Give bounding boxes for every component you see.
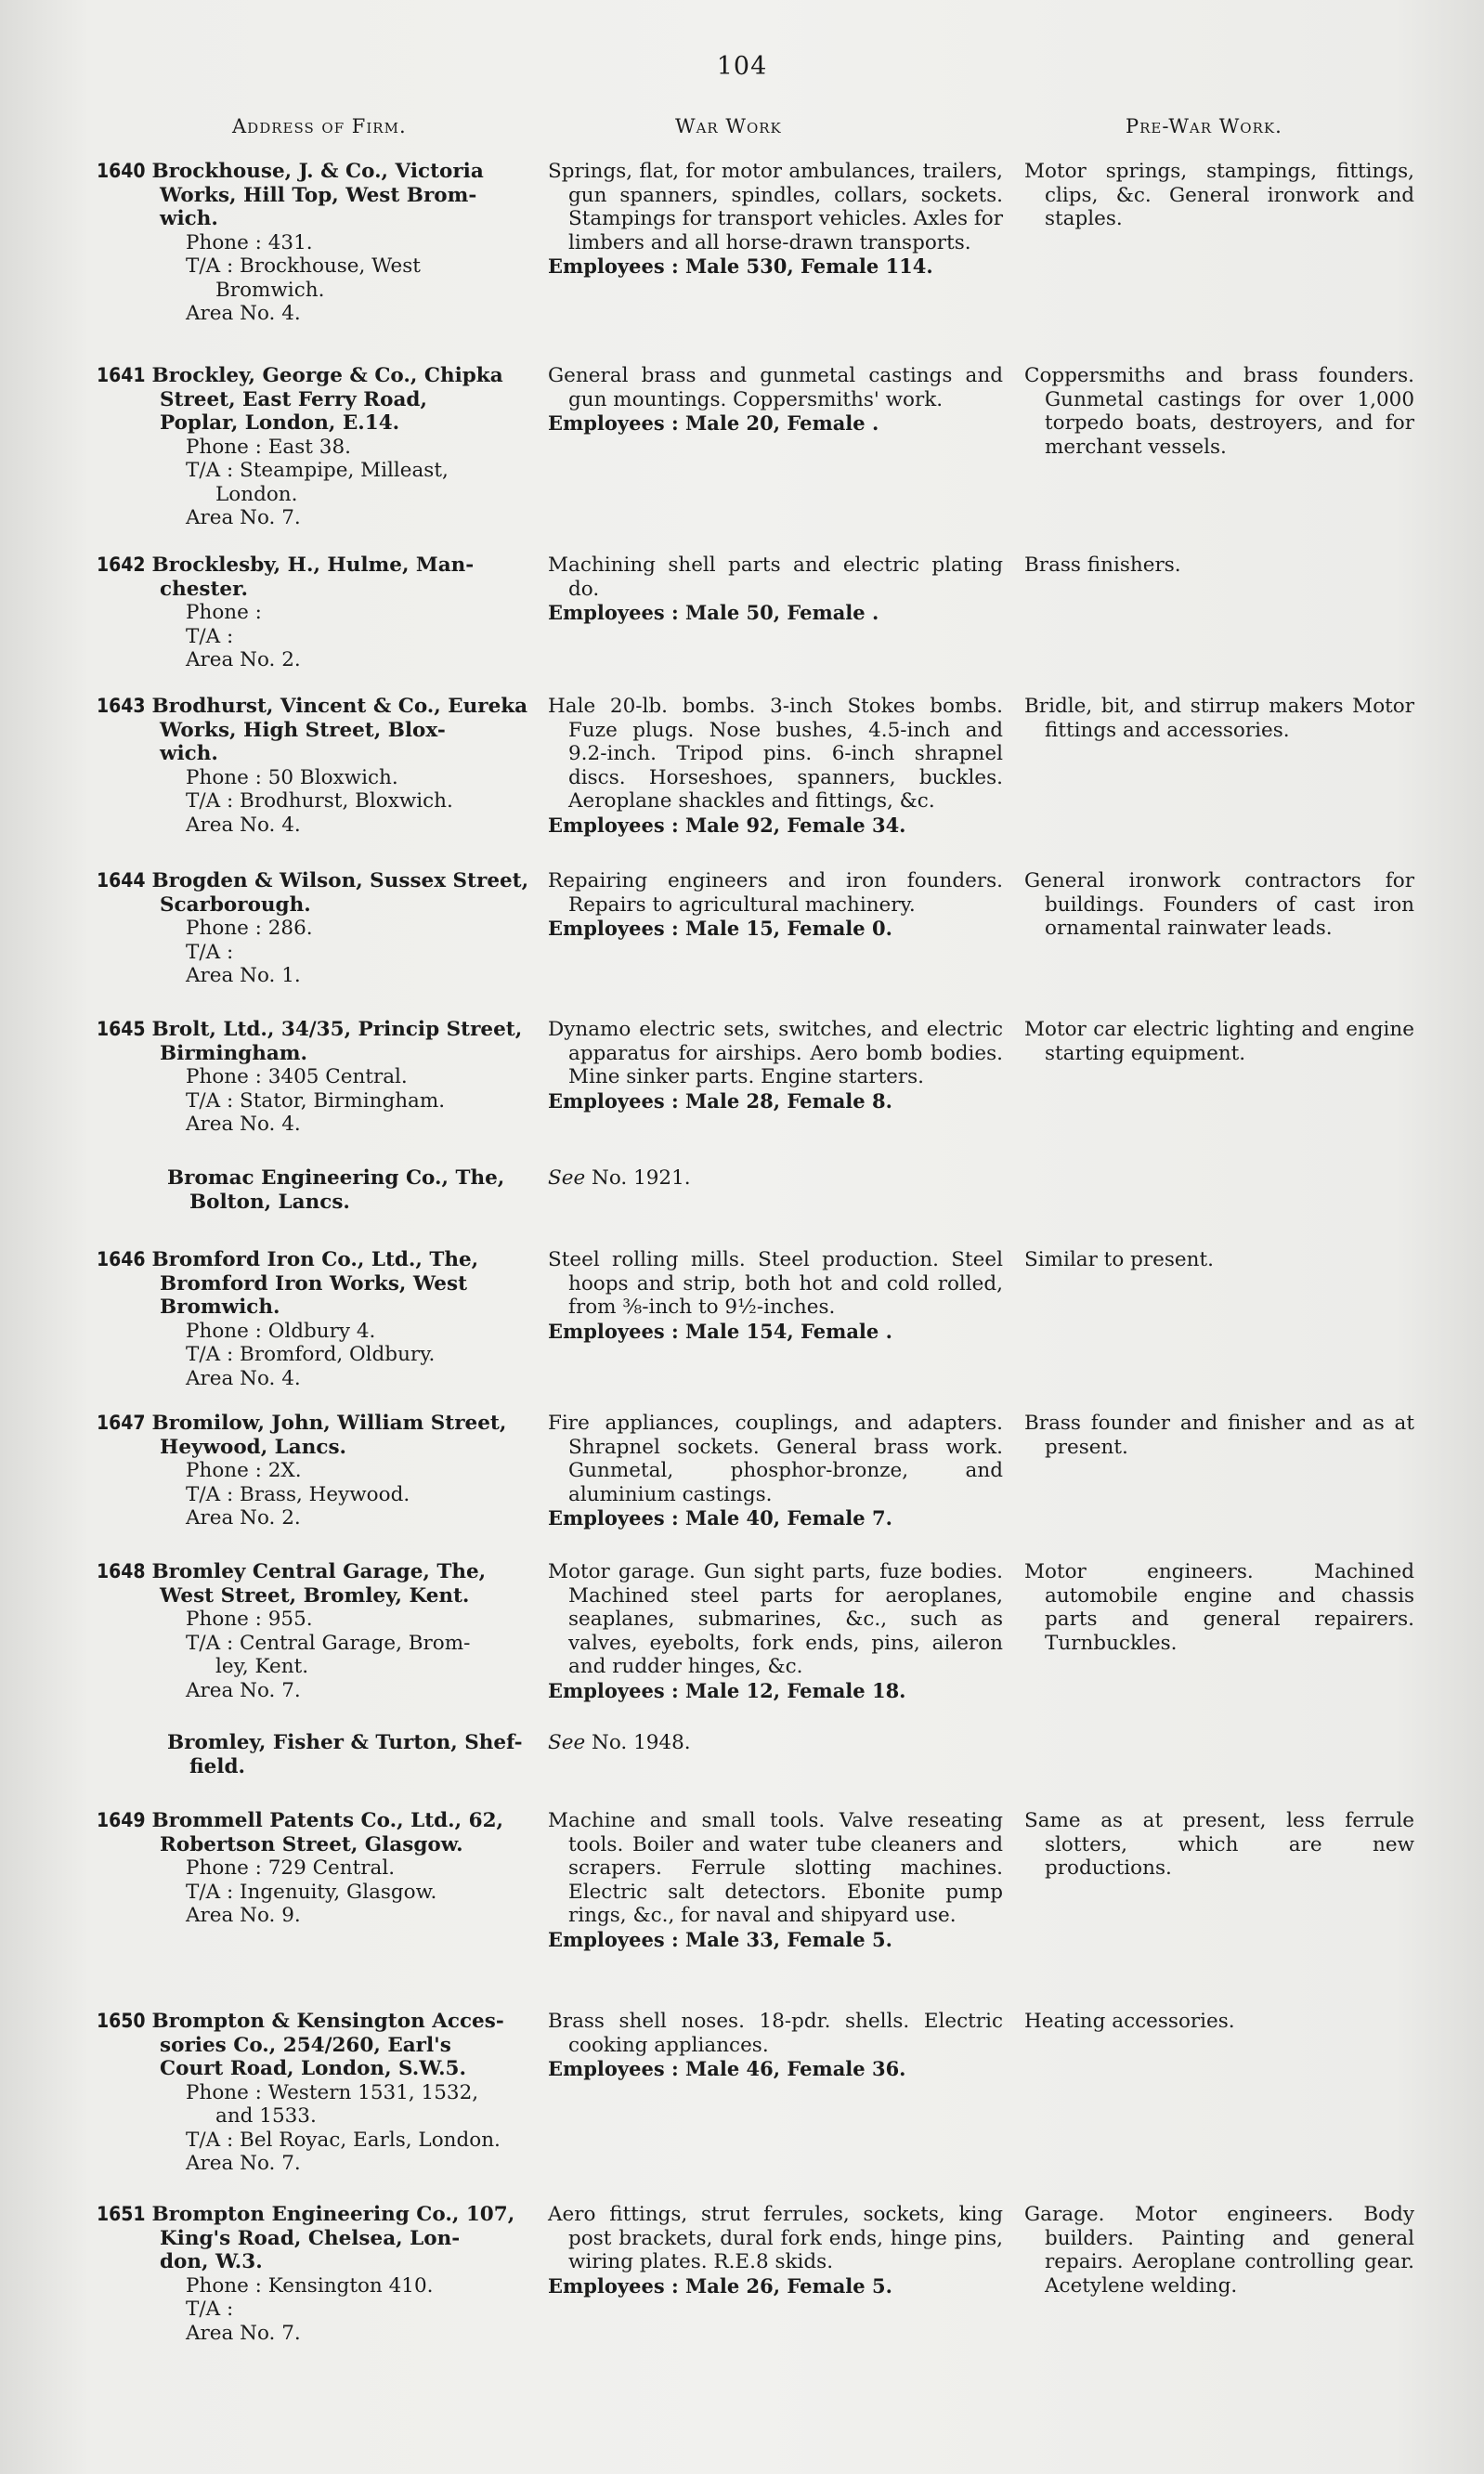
- firm-detail: T/A : Brass, Heywood.: [186, 1482, 410, 1506]
- firm-name-line: [97, 1809, 529, 1833]
- pre-war-work: [1024, 553, 1414, 578]
- firm-detail: T/A : Central Garage, Brom-: [186, 1631, 471, 1655]
- firm-detail: ley, Kent.: [215, 1655, 309, 1678]
- pre-war-work: [1024, 1248, 1414, 1272]
- firm-address: [97, 553, 529, 672]
- see-reference: [548, 1731, 1003, 1755]
- firm-address-line: [97, 2057, 529, 2081]
- pre-war-work: [1024, 1560, 1414, 1655]
- firm-address-line: [97, 184, 529, 208]
- see-label: See: [548, 1731, 586, 1754]
- firm-address: [97, 1018, 529, 1137]
- pre-war-work: [1024, 2010, 1414, 2034]
- firm-address-line: [97, 1755, 529, 1779]
- firm-text: Brompton & Kensington Acces-: [151, 2010, 504, 2033]
- pre-war-work: [1024, 695, 1414, 742]
- war-work: [548, 1018, 1003, 1113]
- firm-detail: T/A :: [186, 624, 234, 648]
- war-work-text: Springs, flat, for motor ambulances, trailers, gun spanners, spindles, collars, sockets. Stampings for transport vehicles. Axles for limbers and all horse-drawn transports.: [548, 160, 1004, 254]
- firm-text: Brocklesby, H., Hulme, Man-: [151, 553, 475, 577]
- employees: Employees : Male 12, Female 18.: [548, 1678, 906, 1702]
- firm-address: [97, 869, 529, 988]
- pre-war-text: Brass finishers.: [1024, 553, 1181, 577]
- firm-name-line: [97, 1248, 529, 1272]
- firm-text: Brogden & Wilson, Sussex Street,: [151, 869, 529, 892]
- firm-address-line: [97, 2250, 529, 2274]
- firm-address: [97, 1809, 529, 1928]
- firm-detail: Phone : 286.: [186, 917, 313, 940]
- firm-detail: Area No. 1.: [186, 964, 301, 987]
- firm-text: Brommell Patents Co., Ltd., 62,: [151, 1809, 504, 1832]
- entry-number: 1650: [97, 2010, 146, 2032]
- war-work: [548, 869, 1003, 941]
- war-work: [548, 364, 1003, 436]
- employees: Employees : Male 530, Female 114.: [548, 254, 933, 278]
- war-work-text: Repairing engineers and iron founders. Repairs to agricultural machinery.: [548, 869, 1003, 917]
- firm-name-line: [97, 1560, 529, 1584]
- firm-detail: T/A : Brockhouse, West: [186, 254, 421, 278]
- firm-detail: Area No. 7.: [186, 1678, 301, 1702]
- firm-text: West Street, Bromley, Kent.: [160, 1583, 470, 1608]
- entry-number: 1649: [97, 1809, 146, 1831]
- header-pre-war: Pre-War Work.: [1126, 115, 1282, 137]
- firm-detail: T/A :: [186, 940, 234, 964]
- employees: Employees : Male 20, Female .: [548, 411, 879, 435]
- pre-war-text: Heating accessories.: [1024, 2010, 1235, 2033]
- firm-text: Poplar, London, E.14.: [160, 411, 400, 435]
- firm-detail: Area No. 7.: [186, 2152, 301, 2175]
- firm-address-line: [97, 388, 529, 412]
- firm-name-line: [97, 553, 529, 578]
- pre-war-work: [1024, 1809, 1414, 1881]
- firm-text: sories Co., 254/260, Earl's: [160, 2033, 451, 2057]
- firm-detail: Area No. 2.: [186, 648, 301, 671]
- employees: Employees : Male 154, Female .: [548, 1319, 892, 1343]
- firm-detail: Phone : 2X.: [186, 1459, 302, 1482]
- firm-detail: Phone : Oldbury 4.: [186, 1319, 376, 1343]
- entry-number: 1647: [97, 1412, 146, 1434]
- pre-war-text: Bridle, bit, and stirrup makers Motor fittings and accessories.: [1024, 695, 1414, 742]
- firm-name-line: [97, 869, 529, 893]
- pre-war-text: Motor engineers. Machined automobile engine and chassis parts and general repairers. Turnbuckles.: [1024, 1560, 1414, 1655]
- pre-war-work: [1024, 1412, 1414, 1459]
- war-work-text: Fire appliances, couplings, and adapters. Shrapnel sockets. General brass work. Gunmetal, phosphor-bronze, and aluminium castings.: [548, 1412, 1003, 1506]
- see-reference: [548, 1166, 1003, 1191]
- entry-number: 1651: [97, 2203, 146, 2225]
- firm-detail: T/A : Stator, Birmingham.: [186, 1088, 446, 1113]
- war-work: [548, 1166, 1003, 1191]
- employees: Employees : Male 28, Female 8.: [548, 1088, 892, 1113]
- war-work-text: Motor garage. Gun sight parts, fuze bodies. Machined steel parts for aeroplanes, seaplanes, submarines, &c., such as valves, eyebolts, fork ends, pins, aileron and rudder hinges, &c.: [548, 1560, 1003, 1678]
- entry-number: 1642: [97, 553, 146, 576]
- firm-detail: Phone : 431.: [186, 230, 313, 254]
- war-work-text: Brass shell noses. 18-pdr. shells. Electric cooking appliances.: [548, 2010, 1003, 2057]
- firm-text: Scarborough.: [160, 892, 311, 917]
- war-work: [548, 2010, 1003, 2081]
- firm-detail: London.: [215, 482, 298, 506]
- firm-address: [97, 1248, 529, 1390]
- firm-text: Bromford Iron Co., Ltd., The,: [151, 1248, 479, 1271]
- firm-address: [97, 364, 529, 530]
- employees: Employees : Male 33, Female 5.: [548, 1927, 892, 1951]
- entry-number: 1645: [97, 1018, 146, 1040]
- firm-address-line: [97, 1296, 529, 1320]
- pre-war-text: Garage. Motor engineers. Body builders. Painting and general repairs. Aeroplane controlling gear. Acetylene welding.: [1024, 2203, 1414, 2298]
- firm-detail: Phone : 3405 Central.: [186, 1065, 408, 1088]
- firm-text: Bromley Central Garage, The,: [151, 1560, 487, 1583]
- firm-detail: Area No. 7.: [186, 506, 301, 529]
- firm-text: Bromwich.: [160, 1296, 280, 1319]
- firm-address: [97, 1731, 529, 1778]
- firm-text: Heywood, Lancs.: [160, 1435, 347, 1459]
- firm-text: King's Road, Chelsea, Lon-: [160, 2226, 461, 2250]
- firm-detail: Phone : 955.: [186, 1608, 313, 1631]
- war-work-text: Machine and small tools. Valve reseating tools. Boiler and water tube cleaners and scrapers. Ferrule slotting machines. Electric salt detectors. Ebonite pump rings, &c., for naval and shipyard use.: [548, 1809, 1003, 1927]
- firm-detail: Area No. 7.: [186, 2321, 301, 2345]
- firm-name-line: [97, 364, 529, 388]
- firm-text: Court Road, London, S.W.5.: [160, 2057, 467, 2080]
- pre-war-text: Similar to present.: [1024, 1248, 1214, 1271]
- firm-address-line: [97, 2227, 529, 2251]
- firm-text: Brockley, George & Co., Chipka: [151, 364, 503, 387]
- war-work: [548, 1560, 1003, 1702]
- entry-number: 1640: [97, 160, 146, 182]
- pre-war-work: [1024, 160, 1414, 231]
- war-work-text: Machining shell parts and electric plating do.: [548, 553, 1003, 601]
- pre-war-text: Motor car electric lighting and engine starting equipment.: [1024, 1018, 1414, 1065]
- war-work: [548, 553, 1003, 625]
- firm-detail: Area No. 9.: [186, 1904, 301, 1927]
- war-work-text: General brass and gunmetal castings and gun mountings. Coppersmiths' work.: [548, 364, 1003, 411]
- war-work-text: Steel rolling mills. Steel production. Steel hoops and strip, both hot and cold rolled, from ⅜-inch to 9½-inches.: [548, 1248, 1003, 1319]
- firm-detail: T/A :: [186, 2298, 234, 2321]
- firm-address: [97, 695, 529, 837]
- entry-number: 1648: [97, 1560, 146, 1582]
- firm-address-line: [97, 578, 529, 602]
- firm-text: Brompton Engineering Co., 107,: [151, 2203, 515, 2226]
- header-address: Address of Firm.: [232, 115, 407, 137]
- firm-detail: T/A : Bromford, Oldbury.: [186, 1343, 436, 1366]
- firm-name-line: [97, 2203, 529, 2227]
- firm-address-line: [97, 2034, 529, 2058]
- employees: Employees : Male 40, Female 7.: [548, 1506, 892, 1530]
- firm-detail: Bromwich.: [215, 278, 325, 302]
- firm-address-line: [97, 1191, 529, 1215]
- firm-name-line: [97, 1166, 529, 1191]
- entry-number: 1646: [97, 1248, 146, 1270]
- pre-war-text: Coppersmiths and brass founders. Gunmetal castings for over 1,000 torpedo boats, destroyers, and for merchant vessels.: [1024, 364, 1414, 459]
- firm-name-line: [97, 1018, 529, 1042]
- war-work: [548, 1731, 1003, 1755]
- page-number: 104: [716, 52, 768, 81]
- war-work: [548, 1412, 1003, 1530]
- firm-text: Works, High Street, Blox-: [160, 718, 446, 742]
- header-war-work: War Work: [675, 115, 782, 137]
- firm-text: Brockhouse, J. & Co., Victoria: [151, 160, 484, 183]
- employees: Employees : Male 26, Female 5.: [548, 2273, 892, 2298]
- firm-detail: and 1533.: [215, 2104, 317, 2128]
- firm-text: Works, Hill Top, West Brom-: [160, 183, 477, 207]
- see-ref: No. 1948.: [592, 1731, 691, 1754]
- pre-war-text: Same as at present, less ferrule slotters, which are new productions.: [1024, 1809, 1414, 1880]
- firm-address-line: [97, 719, 529, 743]
- firm-text: wich.: [160, 207, 218, 230]
- war-work: [548, 2203, 1003, 2298]
- firm-detail: T/A : Bel Royac, Earls, London.: [186, 2128, 501, 2152]
- firm-address-line: [97, 1436, 529, 1460]
- firm-address-line: [97, 1042, 529, 1066]
- war-work-text: Aero fittings, strut ferrules, sockets, king post brackets, dural fork ends, hinge pins, wiring plates. R.E.8 skids.: [548, 2203, 1003, 2273]
- war-work: [548, 695, 1003, 837]
- firm-name-line: [97, 695, 529, 719]
- firm-detail: T/A : Ingenuity, Glasgow.: [186, 1880, 437, 1904]
- firm-detail: Phone : East 38.: [186, 435, 351, 459]
- firm-text: Bromford Iron Works, West: [160, 1271, 468, 1296]
- firm-text: Bromac Engineering Co., The,: [167, 1166, 505, 1190]
- firm-name-line: [97, 2010, 529, 2034]
- firm-text: Bolton, Lancs.: [189, 1190, 350, 1214]
- firm-text: Street, East Ferry Road,: [160, 387, 427, 411]
- firm-detail: Area No. 4.: [186, 813, 301, 837]
- firm-address-line: [97, 207, 529, 231]
- firm-address: [97, 160, 529, 326]
- firm-text: Bromilow, John, William Street,: [151, 1412, 507, 1435]
- firm-detail: Phone : Kensington 410.: [186, 2273, 434, 2298]
- firm-name-line: [97, 160, 529, 184]
- war-work: [548, 1248, 1003, 1343]
- pre-war-text: Brass founder and finisher and as at present.: [1024, 1412, 1414, 1459]
- firm-address-line: [97, 742, 529, 766]
- firm-text: Brolt, Ltd., 34/35, Princip Street,: [151, 1018, 523, 1041]
- see-label: See: [548, 1166, 586, 1190]
- war-work: [548, 160, 1003, 279]
- pre-war-work: [1024, 869, 1414, 941]
- firm-detail: Phone : 729 Central.: [186, 1856, 396, 1880]
- employees: Employees : Male 15, Female 0.: [548, 917, 892, 940]
- firm-text: chester.: [160, 577, 248, 601]
- firm-address: [97, 2203, 529, 2345]
- firm-detail: Phone :: [186, 601, 262, 624]
- firm-text: Bromley, Fisher & Turton, Shef-: [167, 1731, 523, 1754]
- firm-detail: Phone : Western 1531, 1532,: [186, 2080, 479, 2104]
- firm-detail: Area No. 4.: [186, 302, 301, 325]
- entry-number: 1644: [97, 869, 146, 892]
- pre-war-work: [1024, 2203, 1414, 2298]
- firm-text: Brodhurst, Vincent & Co., Eureka: [151, 695, 528, 718]
- firm-text: don, W.3.: [160, 2250, 263, 2273]
- pre-war-text: General ironwork contractors for buildings. Founders of cast iron ornamental rainwater leads.: [1024, 869, 1414, 940]
- firm-text: Robertson Street, Glasgow.: [160, 1832, 463, 1856]
- pre-war-work: [1024, 364, 1414, 459]
- firm-address: [97, 2010, 529, 2176]
- firm-address: [97, 1166, 529, 1214]
- firm-detail: T/A : Brodhurst, Bloxwich.: [186, 789, 453, 813]
- firm-address-line: [97, 893, 529, 918]
- war-work: [548, 1809, 1003, 1951]
- war-work-text: Hale 20-lb. bombs. 3-inch Stokes bombs. Fuze plugs. Nose bushes, 4.5-inch and 9.2-inch. Tripod pins. 6-inch shrapnel discs. Horseshoes, spanners, buckles. Aeroplane shackles and fittings, &c.: [548, 695, 1003, 813]
- pre-war-text: Motor springs, stampings, fittings, clips, &c. General ironwork and staples.: [1024, 160, 1414, 230]
- firm-detail: T/A : Steampipe, Milleast,: [186, 459, 449, 482]
- firm-text: wich.: [160, 742, 218, 765]
- pre-war-work: [1024, 1018, 1414, 1065]
- firm-name-line: [97, 1412, 529, 1436]
- firm-address-line: [97, 1584, 529, 1608]
- firm-detail: Area No. 2.: [186, 1506, 301, 1530]
- firm-address: [97, 1412, 529, 1530]
- firm-text: Birmingham.: [160, 1041, 308, 1065]
- firm-address-line: [97, 1833, 529, 1857]
- firm-address: [97, 1560, 529, 1702]
- firm-text: field.: [189, 1754, 245, 1778]
- entry-number: 1643: [97, 695, 146, 717]
- employees: Employees : Male 92, Female 34.: [548, 813, 906, 837]
- entry-number: 1641: [97, 364, 146, 386]
- firm-address-line: [97, 1272, 529, 1296]
- firm-address-line: [97, 411, 529, 436]
- see-ref: No. 1921.: [592, 1166, 691, 1190]
- employees: Employees : Male 46, Female 36.: [548, 2057, 906, 2080]
- firm-detail: Phone : 50 Bloxwich.: [186, 765, 398, 789]
- employees: Employees : Male 50, Female .: [548, 601, 879, 624]
- war-work-text: Dynamo electric sets, switches, and electric apparatus for airships. Aero bomb bodies. Mine sinker parts. Engine starters.: [548, 1018, 1003, 1088]
- firm-name-line: [97, 1731, 529, 1755]
- firm-detail: Area No. 4.: [186, 1366, 301, 1390]
- firm-detail: Area No. 4.: [186, 1113, 301, 1136]
